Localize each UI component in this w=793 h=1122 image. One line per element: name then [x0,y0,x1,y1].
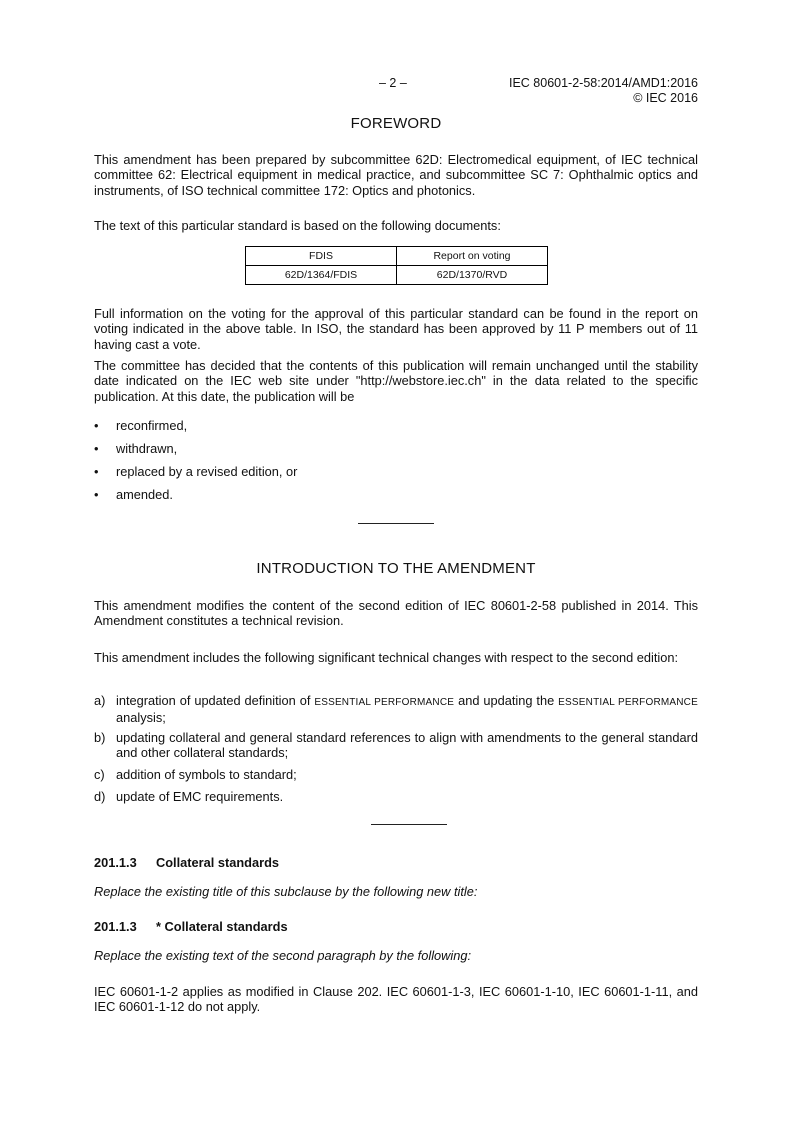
foreword-paragraph-4: The committee has decided that the contents of this publication will remain unchanged until the stability date indicated on the IEC web site under "http://webstore.iec.ch" in the data related to the specific publication. At this date, the publication will be [94,358,698,404]
page-number: – 2 – [379,76,407,90]
foreword-paragraph-2: The text of this particular standard is based on the following documents: [94,218,501,233]
foreword-paragraph-3: Full information on the voting for the approval of this particular standard can be found in the report on voting indicated in the above table. In ISO, the standard has been approved by 11 P members out of 11 having cast a vote. [94,306,698,352]
table-header-row [246,247,548,266]
introduction-paragraph-2: This amendment includes the following significant technical changes with respect to the second edition: [94,650,679,665]
table-header-cell: Report on voting [397,247,548,266]
subclause-heading: 201.1.3 Collateral standards [94,855,280,870]
amendment-instruction: Replace the existing title of this subclause by the following new title: [94,884,478,899]
introduction-title: INTRODUCTION TO THE AMENDMENT [256,560,536,577]
list-item: a) integration of updated definition of ESSENTIAL PERFORMANCE and updating the ESSENTIAL PERFORMANCE analysis; [94,693,698,726]
standard-header [509,76,698,106]
section-divider [358,523,434,524]
bullet-icon: • [94,441,99,456]
documents-table [245,246,548,285]
bullet-icon: • [94,487,99,502]
bullet-icon: • [94,464,99,479]
table-row [246,266,548,285]
list-item: d) update of EMC requirements. [94,789,284,804]
introduction-paragraph-1: This amendment modifies the content of the second edition of IEC 80601-2-58 published in 2014. This Amendment constitutes a technical revision. [94,598,698,629]
amendment-instruction: Replace the existing text of the second paragraph by the following: [94,948,472,963]
bullet-icon: • [94,418,99,433]
section-divider [371,824,447,825]
foreword-title: FOREWORD [350,115,442,132]
list-item: c) addition of symbols to standard; [94,767,297,782]
copyright: © IEC 2016 [633,91,698,105]
foreword-paragraph-1: This amendment has been prepared by subcommittee 62D: Electromedical equipment, of IEC technical committee 62: Electrical equipment in medical practice, and subcommittee SC 7: Ophthalmic optics and instruments, of ISO technical committee 172: Optics and photonics. [94,152,698,198]
standard-id: IEC 80601-2-58:2014/AMD1:2016 [508,76,698,90]
subclause-heading: 201.1.3 * Collateral standards [94,919,288,934]
table-cell: 62D/1370/RVD [397,266,548,285]
table-cell: 62D/1364/FDIS [246,266,397,285]
table-header-cell: FDIS [246,247,397,266]
list-item: b) updating collateral and general standard references to align with amendments to the general standard and other collateral standards; [94,730,698,761]
clause-body: IEC 60601-1-2 applies as modified in Clause 202. IEC 60601-1-3, IEC 60601-1-10, IEC 60601-1-11, and IEC 60601-1-12 do not apply. [94,984,698,1015]
